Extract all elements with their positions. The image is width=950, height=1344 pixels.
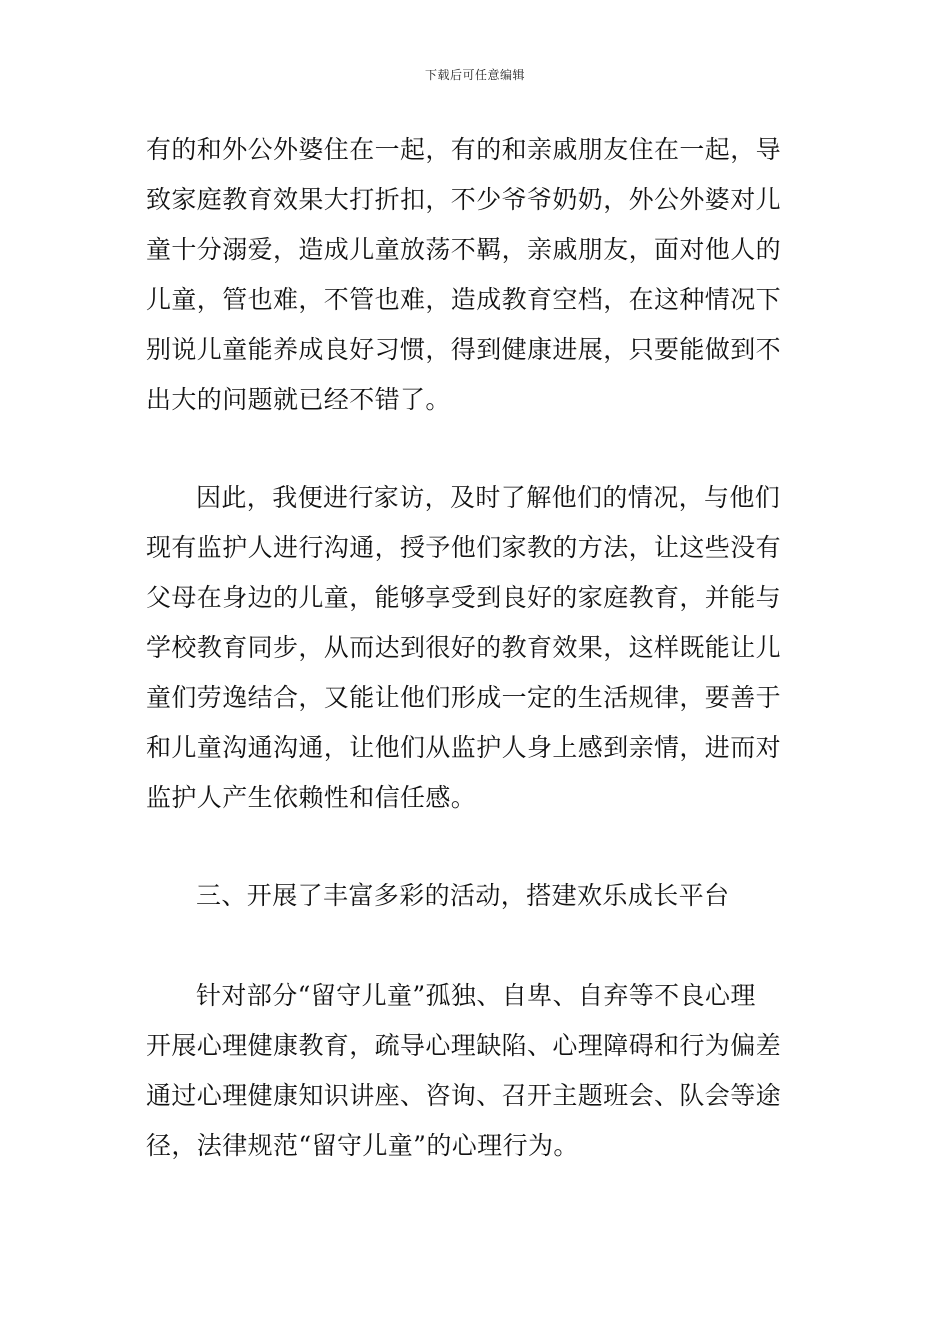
paragraph-1-line-4: 儿童，管也难，不管也难，造成教育空档，在这种情况下 (146, 285, 782, 314)
section-heading: 三、开展了丰富多彩的活动，搭建欢乐成长平台 (196, 881, 730, 910)
paragraph-2-line-3: 父母在身边的儿童，能够享受到良好的家庭教育，并能与 (146, 583, 782, 612)
paragraph-2-line-1: 因此，我便进行家访，及时了解他们的情况，与他们 (196, 483, 781, 512)
paragraph-4-line-3: 通过心理健康知识讲座、咨询、召开主题班会、队会等途 (146, 1081, 782, 1110)
paragraph-2-line-2: 现有监护人进行沟通，授予他们家教的方法，让这些没有 (146, 533, 782, 562)
paragraph-1-line-3: 童十分溺爱，造成儿童放荡不羁，亲戚朋友，面对他人的 (146, 235, 782, 264)
paragraph-1-line-6: 出大的问题就已经不错了。 (146, 385, 451, 414)
paragraph-4-line-1: 针对部分“留守儿童”孤独、自卑、自弃等不良心理 (196, 981, 756, 1010)
paragraph-2-line-5: 童们劳逸结合，又能让他们形成一定的生活规律，要善于 (146, 683, 782, 712)
paragraph-4-line-4: 径，法律规范“留守儿童”的心理行为。 (146, 1131, 579, 1160)
paragraph-4-line-2: 开展心理健康教育，疏导心理缺陷、心理障碍和行为偏差 (146, 1031, 782, 1060)
paragraph-2-line-7: 监护人产生依赖性和信任感。 (146, 783, 477, 812)
page-header: 下载后可任意编辑 (424, 68, 525, 82)
paragraph-2-line-4: 学校教育同步，从而达到很好的教育效果，这样既能让儿 (146, 633, 782, 662)
paragraph-1-line-1: 有的和外公外婆住在一起，有的和亲戚朋友住在一起，导 (146, 135, 782, 164)
paragraph-1-line-2: 致家庭教育效果大打折扣，不少爷爷奶奶，外公外婆对儿 (146, 185, 782, 214)
paragraph-2-line-6: 和儿童沟通沟通，让他们从监护人身上感到亲情，进而对 (146, 733, 782, 762)
paragraph-1-line-5: 别说儿童能养成良好习惯，得到健康进展，只要能做到不 (146, 335, 782, 364)
